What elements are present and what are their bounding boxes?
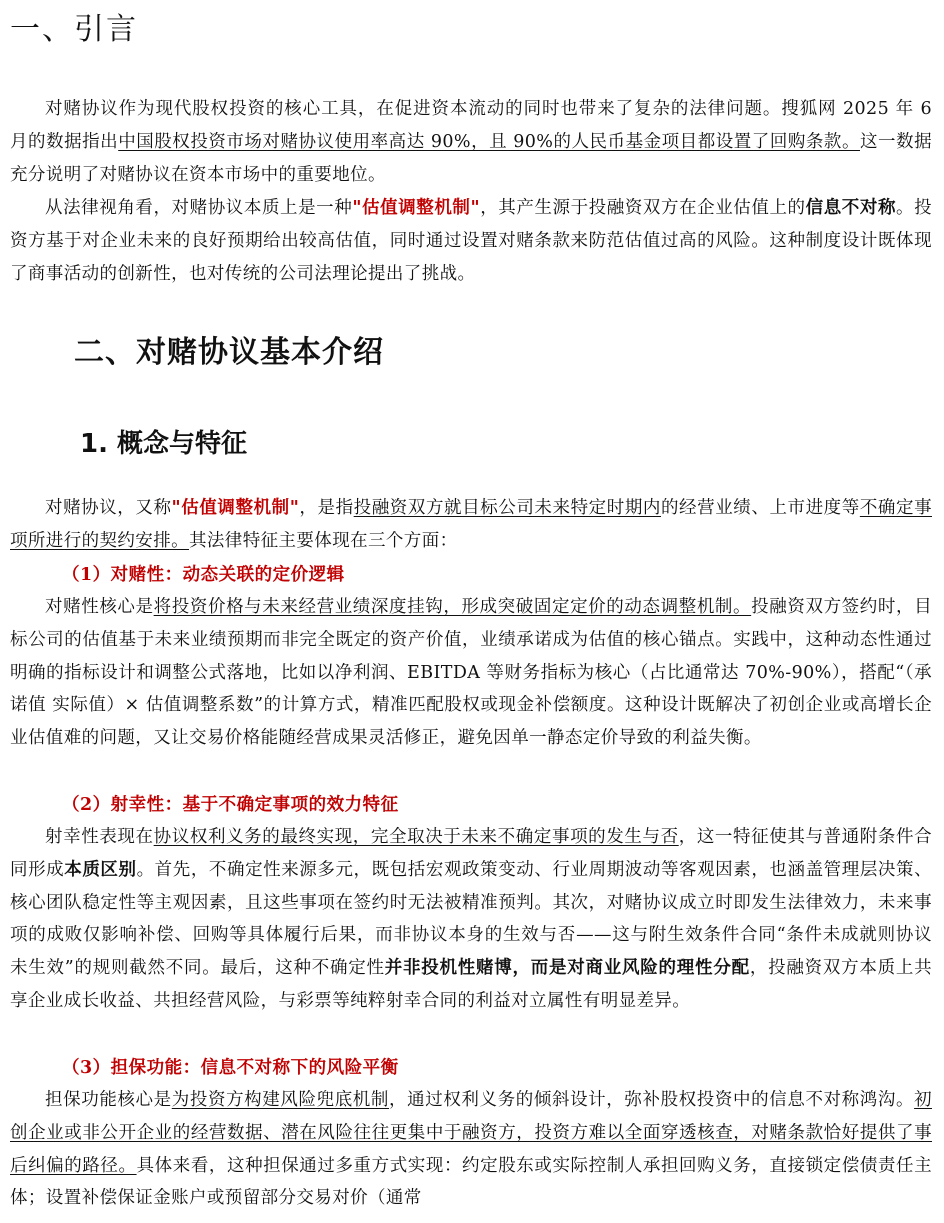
bold-term: 并非投机性赌博，而是对商业风险的理性分配	[384, 958, 750, 979]
underlined-text: 协议权利义务的最终实现，完全取决于未来不确定事项的发生与否	[153, 827, 679, 847]
underlined-text: 将投资价格与未来经营业绩深度挂钩，形成突破固定定价的动态调整机制。	[153, 597, 752, 617]
bold-term: 信息不对称	[805, 198, 897, 218]
feature-3-title: （3）担保功能：信息不对称下的风险平衡	[62, 1058, 399, 1078]
section-1-heading: 一、引言	[10, 12, 138, 47]
text-run: 其法律特征主要体现在三个方面：	[189, 530, 458, 551]
text-run: ，通过权利义务的倾斜设计，弥补股权投资中的信息不对称鸿沟。	[389, 1090, 915, 1110]
feature-1-paragraph	[10, 591, 932, 755]
text-run: 担保功能核心是	[45, 1090, 172, 1110]
underlined-text: 投融资双方就目标公司未来特定时期内	[353, 498, 661, 518]
text-run: 投融资双方签约时，目标公司的估值基于未来业绩预期而非完全既定的资产价值，业绩承诺成为估值的核心锚点。实践中，这种动态性通过明确的指标设计和调整公式落地，比如以净利润、EBITDA 等财务指标为核心（占比通常达 70%-90%），搭配“（承诺值 实际值）× 估值调整系数”的计算方式，精准匹配股权或现金补偿额度。这种设计既解决了初创企业或高增长企业估值难的问题，又让交易价格能随经营成果灵活修正，避免因单一静态定价导致的利益失衡。	[10, 597, 932, 749]
underlined-text: 中国股权投资市场对赌协议使用率高达 90%，且 90%的人民币基金项目都设置了回购条款。	[118, 131, 860, 152]
underlined-text: 初创企业或非公开企业的经营数据、潜在风险往往更集中于融资方，投资方难以全面穿透核查，对赌条款恰好提供了事后纠偏的路径。	[10, 1090, 932, 1176]
highlight-term: "估值调整机制"	[171, 498, 300, 518]
feature-3-paragraph	[10, 1084, 932, 1215]
underlined-text: 为投资方构建风险兜底机制	[171, 1090, 390, 1110]
text-run: ，投融资双方本质上共享企业成长收益、共担经营风险，与彩票等纯粹射幸合同的利益对立属性有明显差异。	[10, 958, 933, 1011]
underlined-text: 不确定事项所进行的契约安排。	[10, 498, 932, 551]
text-run: 具体来看，这种担保通过多重方式实现：约定股东或实际控制人承担回购义务，直接锁定偿债责任主体；设置补偿保证金账户或预留部分交易对价（通常	[10, 1155, 932, 1209]
definition-paragraph	[10, 492, 932, 558]
text-run: ，这一特征使其与普通附条件合同形成	[10, 827, 932, 880]
text-run: 。首先，不确定性来源多元，既包括宏观政策变动、行业周期波动等客观因素，也涵盖管理层决策、核心团队稳定性等主观因素，且这些事项在签约时无法被精准预判。其次，对赌协议成立时即发生法律效力，未来事项的成败仅影响补偿、回购等具体履行后果，而非协议本身的生效与否——这与附生效条件合同“条件未成就则协议未生效”的规则截然不同。最后，这种不确定性	[10, 859, 932, 979]
intro-paragraph-2	[10, 192, 932, 290]
text-run: ，其产生源于投融资双方在企业估值上的	[480, 198, 806, 218]
intro-paragraph-1	[10, 93, 932, 191]
subsection-heading: 1. 概念与特征	[80, 429, 248, 459]
text-run: 对赌性核心是	[45, 597, 154, 617]
text-run: 射幸性表现在	[45, 827, 154, 847]
text-run: 从法律视角看，对赌协议本质上是一种	[45, 198, 353, 218]
section-2-heading: 二、对赌协议基本介绍	[74, 335, 384, 370]
highlight-term: "估值调整机制"	[352, 198, 481, 218]
text-run: 的经营业绩、上市进度等	[660, 498, 860, 518]
text-run: 。投资方基于对企业未来的良好预期给出较高估值，同时通过设置对赌条款来防范估值过高的风险。这种制度设计既体现了商事活动的创新性，也对传统的公司法理论提出了挑战。	[10, 198, 933, 284]
bold-term: 本质区别	[64, 859, 137, 880]
feature-2-title: （2）射幸性：基于不确定事项的效力特征	[62, 795, 399, 815]
text-run: 对赌协议作为现代股权投资的核心工具，在促进资本流动的同时也带来了复杂的法律问题。搜狐网 2025 年 6 月的数据指出	[10, 99, 932, 152]
text-run: 这一数据充分说明了对赌协议在资本市场中的重要地位。	[10, 131, 932, 185]
feature-2-paragraph	[10, 821, 932, 1018]
text-run: ，是指	[299, 498, 354, 518]
text-run: 对赌协议，又称	[45, 498, 172, 518]
feature-1-title: （1）对赌性：动态关联的定价逻辑	[62, 565, 345, 585]
